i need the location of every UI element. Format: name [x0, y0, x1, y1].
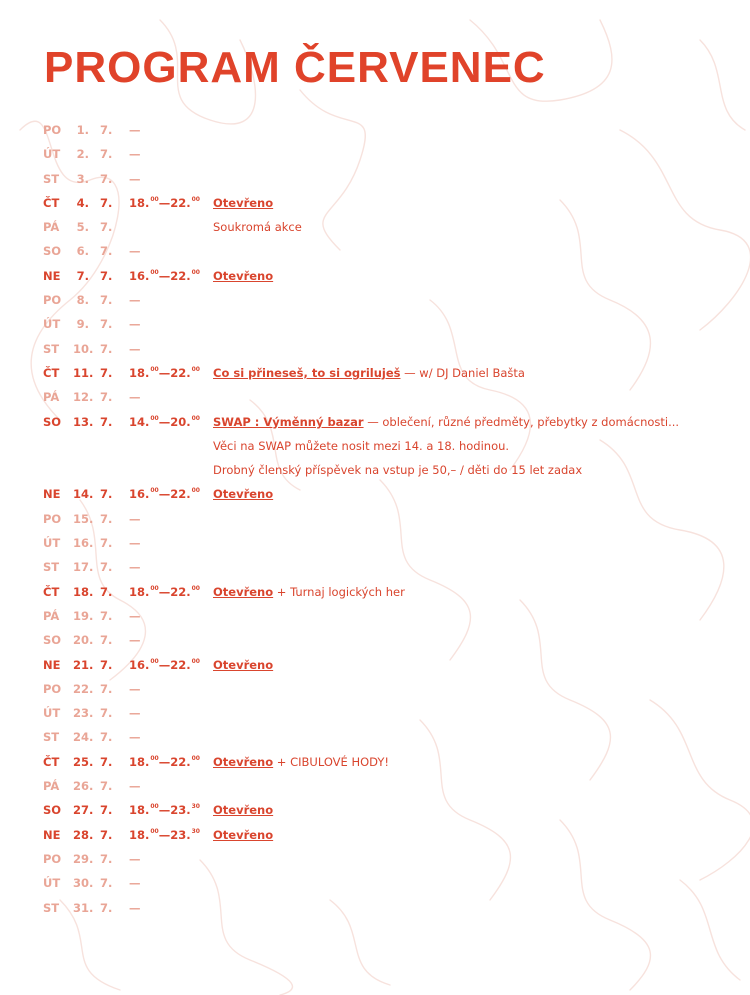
- day-number: 6.: [76, 244, 89, 259]
- schedule-row: [43, 896, 743, 920]
- event-info: [213, 750, 389, 774]
- month-number: 7.: [100, 195, 113, 210]
- event-info: [213, 215, 302, 239]
- event-note: Soukromá akce: [213, 220, 302, 235]
- day-number: 11.: [73, 365, 94, 380]
- time-range: 18.00—22.00: [129, 365, 200, 380]
- month-number: 7.: [100, 706, 113, 721]
- day-number: 4.: [76, 195, 89, 210]
- time-range: —: [129, 560, 141, 575]
- schedule-row: [43, 847, 743, 871]
- day-number: 27.: [73, 803, 94, 818]
- month-number: 7.: [100, 390, 113, 405]
- day-of-week: ÚT: [43, 317, 61, 332]
- day-number: 10.: [73, 341, 94, 356]
- schedule-row: [43, 264, 743, 288]
- month-number: 7.: [100, 317, 113, 332]
- month-number: 7.: [100, 220, 113, 235]
- time-range: 18.00—23.30: [129, 803, 200, 818]
- day-number: 29.: [73, 851, 94, 866]
- time-range: —: [129, 900, 141, 915]
- time-range: —: [129, 293, 141, 308]
- time-to-minutes: 00: [191, 754, 200, 762]
- time-to-minutes: 00: [191, 487, 200, 495]
- schedule-row: [43, 482, 743, 506]
- day-of-week: SO: [43, 803, 62, 818]
- time-range: —: [129, 633, 141, 648]
- day-of-week: ÚT: [43, 876, 61, 891]
- time-range: —: [129, 608, 141, 623]
- day-of-week: ČT: [43, 365, 60, 380]
- month-number: 7.: [100, 657, 113, 672]
- event-extra: — oblečení, různé předměty, přebytky z domácnosti...: [363, 414, 680, 429]
- day-number: 16.: [73, 536, 94, 551]
- day-of-week: PO: [43, 511, 62, 526]
- time-range: 16.00—22.00: [129, 487, 200, 502]
- day-of-week: ÚT: [43, 536, 61, 551]
- time-range: —: [129, 536, 141, 551]
- day-of-week: ST: [43, 171, 60, 186]
- month-number: 7.: [100, 900, 113, 915]
- schedule-row: [43, 167, 743, 191]
- day-number: 13.: [73, 414, 94, 429]
- event-info: [213, 361, 525, 385]
- event-link[interactable]: Otevřeno: [213, 657, 274, 672]
- time-from-minutes: 00: [150, 195, 159, 203]
- time-range: 18.00—23.30: [129, 827, 200, 842]
- time-range: —: [129, 390, 141, 405]
- month-number: 7.: [100, 560, 113, 575]
- event-link[interactable]: Otevřeno: [213, 754, 274, 769]
- event-detail-line: Věci na SWAP můžete nosit mezi 14. a 18. hodinou.: [213, 438, 510, 453]
- month-number: 7.: [100, 414, 113, 429]
- day-number: 20.: [73, 633, 94, 648]
- time-range: —: [129, 730, 141, 745]
- day-of-week: NE: [43, 487, 61, 502]
- day-of-week: ST: [43, 900, 60, 915]
- month-number: 7.: [100, 171, 113, 186]
- schedule-row: [43, 531, 743, 555]
- month-number: 7.: [100, 511, 113, 526]
- schedule-row: [43, 677, 743, 701]
- day-of-week: ČT: [43, 584, 60, 599]
- schedule-row: [43, 361, 743, 385]
- month-number: 7.: [100, 681, 113, 696]
- event-info: [213, 264, 273, 288]
- day-number: 1.: [76, 123, 89, 137]
- day-number: 2.: [76, 147, 89, 162]
- time-to-minutes: 00: [191, 365, 200, 373]
- day-of-week: SO: [43, 414, 62, 429]
- time-range: —: [129, 681, 141, 696]
- schedule-row: [43, 750, 743, 774]
- schedule-row: [43, 385, 743, 409]
- month-number: 7.: [100, 803, 113, 818]
- schedule-row: [43, 823, 743, 847]
- time-range: —: [129, 123, 141, 137]
- day-number: 18.: [73, 584, 94, 599]
- day-number: 21.: [73, 657, 94, 672]
- schedule-row: [43, 215, 743, 239]
- time-range: 16.00—22.00: [129, 657, 200, 672]
- day-of-week: ST: [43, 730, 60, 745]
- time-range: —: [129, 851, 141, 866]
- time-range: —: [129, 779, 141, 794]
- day-number: 24.: [73, 730, 94, 745]
- time-to-minutes: 30: [191, 827, 200, 835]
- event-link[interactable]: Otevřeno: [213, 268, 274, 283]
- time-to-minutes: 00: [191, 414, 200, 422]
- day-number: 23.: [73, 706, 94, 721]
- day-number: 5.: [76, 220, 89, 235]
- event-info: [213, 410, 679, 483]
- day-number: 8.: [76, 293, 89, 308]
- time-from-minutes: 00: [150, 414, 159, 422]
- day-of-week: ČT: [43, 195, 60, 210]
- time-from-minutes: 00: [150, 754, 159, 762]
- event-link[interactable]: Otevřeno: [213, 803, 274, 818]
- event-link[interactable]: SWAP : Výměnný bazar: [213, 414, 364, 429]
- time-range: —: [129, 511, 141, 526]
- day-number: 15.: [73, 511, 94, 526]
- day-number: 7.: [76, 268, 89, 283]
- time-range: —: [129, 706, 141, 721]
- month-number: 7.: [100, 268, 113, 283]
- month-number: 7.: [100, 293, 113, 308]
- day-of-week: PO: [43, 851, 62, 866]
- month-number: 7.: [100, 730, 113, 745]
- event-link[interactable]: Otevřeno: [213, 487, 274, 502]
- schedule-row: [43, 142, 743, 166]
- month-number: 7.: [100, 536, 113, 551]
- schedule-row: [43, 725, 743, 749]
- month-number: 7.: [100, 244, 113, 259]
- month-number: 7.: [100, 487, 113, 502]
- day-of-week: NE: [43, 657, 61, 672]
- day-of-week: PÁ: [43, 390, 60, 405]
- day-of-week: SO: [43, 244, 62, 259]
- event-info: [213, 653, 273, 677]
- event-link[interactable]: Otevřeno: [213, 827, 274, 842]
- time-range: 16.00—22.00: [129, 268, 200, 283]
- day-number: 19.: [73, 608, 94, 623]
- schedule-row: [43, 701, 743, 725]
- day-number: 25.: [73, 754, 94, 769]
- day-number: 3.: [76, 171, 89, 186]
- schedule-row: [43, 337, 743, 361]
- day-of-week: ST: [43, 560, 60, 575]
- event-info: [213, 580, 405, 604]
- time-to-minutes: 30: [191, 803, 200, 811]
- day-number: 12.: [73, 390, 94, 405]
- time-range: —: [129, 876, 141, 891]
- month-number: 7.: [100, 123, 113, 137]
- schedule-row: [43, 507, 743, 531]
- time-range: —: [129, 171, 141, 186]
- month-number: 7.: [100, 365, 113, 380]
- month-number: 7.: [100, 633, 113, 648]
- month-number: 7.: [100, 876, 113, 891]
- day-of-week: SO: [43, 633, 62, 648]
- day-of-week: ÚT: [43, 147, 61, 162]
- time-range: 18.00—22.00: [129, 584, 200, 599]
- time-to-minutes: 00: [191, 268, 200, 276]
- day-number: 30.: [73, 876, 94, 891]
- time-from-minutes: 00: [150, 365, 159, 373]
- schedule-list: [43, 118, 743, 920]
- time-to-minutes: 00: [191, 657, 200, 665]
- event-extra: + Turnaj logických her: [273, 584, 405, 599]
- schedule-row: [43, 798, 743, 822]
- month-number: 7.: [100, 608, 113, 623]
- schedule-row: [43, 871, 743, 895]
- time-range: —: [129, 317, 141, 332]
- event-detail-line: Drobný členský příspěvek na vstup je 50,– / děti do 15 let zadax: [213, 463, 583, 478]
- event-link[interactable]: Co si přineseš, to si ogriluješ: [213, 365, 401, 380]
- day-number: 31.: [73, 900, 94, 915]
- day-of-week: NE: [43, 268, 61, 283]
- month-number: 7.: [100, 779, 113, 794]
- day-of-week: PO: [43, 293, 62, 308]
- time-from-minutes: 00: [150, 487, 159, 495]
- day-of-week: PO: [43, 681, 62, 696]
- day-number: 14.: [73, 487, 94, 502]
- schedule-row: [43, 191, 743, 215]
- day-number: 22.: [73, 681, 94, 696]
- event-link[interactable]: Otevřeno: [213, 195, 274, 210]
- month-number: 7.: [100, 147, 113, 162]
- day-number: 26.: [73, 779, 94, 794]
- time-from-minutes: 00: [150, 268, 159, 276]
- month-number: 7.: [100, 851, 113, 866]
- day-number: 28.: [73, 827, 94, 842]
- time-to-minutes: 00: [191, 584, 200, 592]
- schedule-row: [43, 653, 743, 677]
- schedule-row: [43, 410, 743, 483]
- event-info: [213, 191, 273, 215]
- day-of-week: ČT: [43, 754, 60, 769]
- time-from-minutes: 00: [150, 657, 159, 665]
- time-range: 18.00—22.00: [129, 754, 200, 769]
- time-from-minutes: 00: [150, 803, 159, 811]
- day-of-week: PÁ: [43, 220, 60, 235]
- schedule-row: [43, 239, 743, 263]
- event-link[interactable]: Otevřeno: [213, 584, 274, 599]
- schedule-row: [43, 604, 743, 628]
- time-range: 18.00—22.00: [129, 195, 200, 210]
- event-info: [213, 823, 273, 847]
- day-of-week: NE: [43, 827, 61, 842]
- time-range: 14.00—20.00: [129, 414, 200, 429]
- event-extra: + CIBULOVÉ HODY!: [273, 754, 390, 769]
- schedule-row: [43, 555, 743, 579]
- time-from-minutes: 00: [150, 584, 159, 592]
- day-of-week: PÁ: [43, 779, 60, 794]
- month-number: 7.: [100, 827, 113, 842]
- day-of-week: PÁ: [43, 608, 60, 623]
- month-number: 7.: [100, 341, 113, 356]
- event-info: [213, 798, 273, 822]
- schedule-row: [43, 118, 743, 142]
- month-number: 7.: [100, 584, 113, 599]
- day-of-week: ST: [43, 341, 60, 356]
- schedule-row: [43, 288, 743, 312]
- day-of-week: ÚT: [43, 706, 61, 721]
- schedule-row: [43, 580, 743, 604]
- day-number: 17.: [73, 560, 94, 575]
- month-number: 7.: [100, 754, 113, 769]
- day-of-week: PO: [43, 123, 62, 137]
- page-title: PROGRAM ČERVENEC: [44, 43, 546, 92]
- time-range: —: [129, 341, 141, 356]
- time-from-minutes: 00: [150, 827, 159, 835]
- event-extra: — w/ DJ Daniel Bašta: [400, 365, 525, 380]
- day-number: 9.: [76, 317, 89, 332]
- time-range: —: [129, 147, 141, 162]
- schedule-row: [43, 628, 743, 652]
- time-range: —: [129, 244, 141, 259]
- schedule-row: [43, 312, 743, 336]
- event-info: [213, 482, 273, 506]
- schedule-row: [43, 774, 743, 798]
- time-to-minutes: 00: [191, 195, 200, 203]
